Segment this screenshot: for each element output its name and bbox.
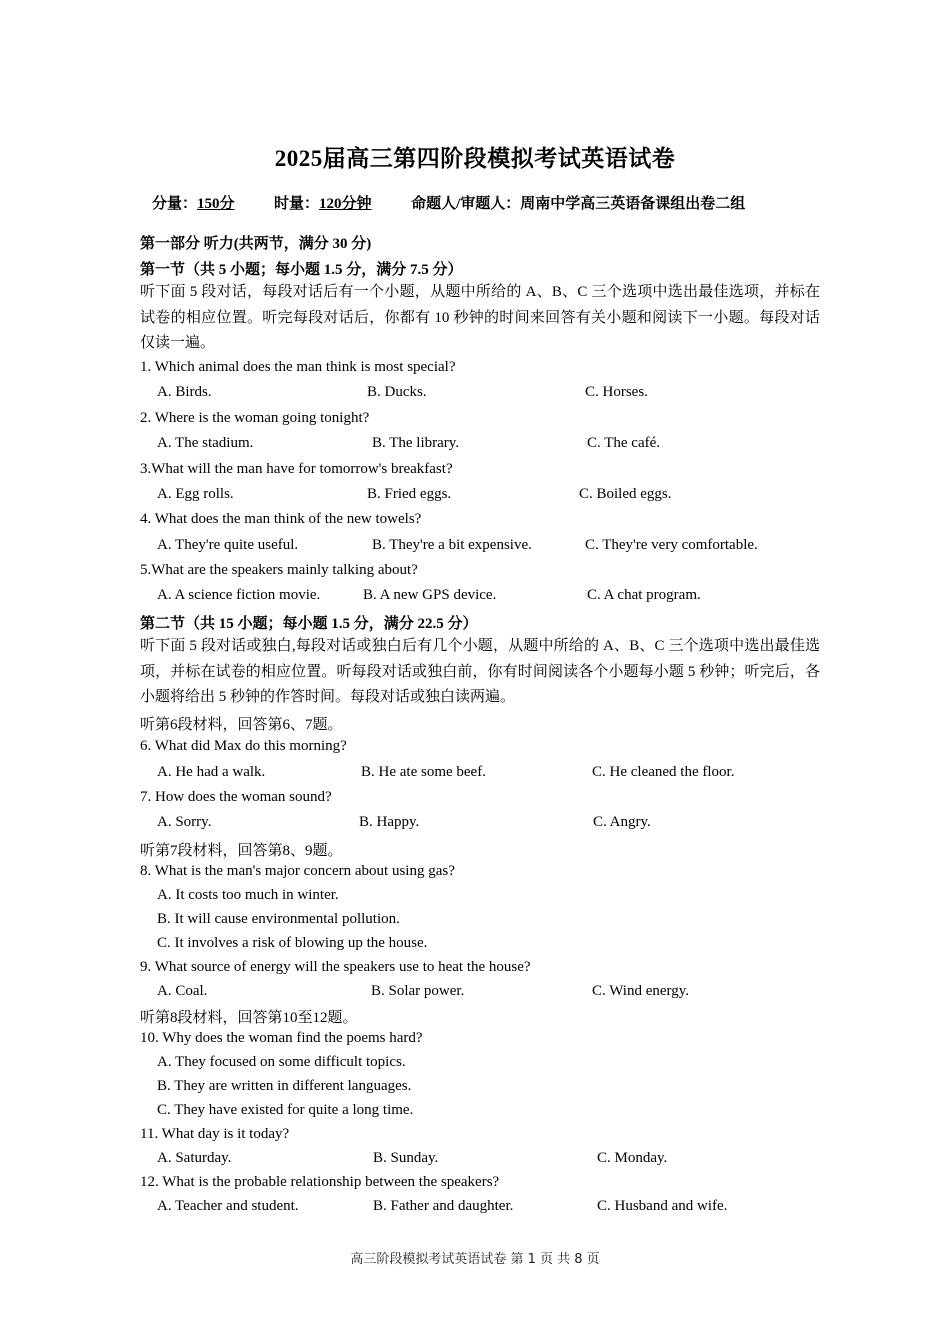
question-12: 12. What is the probable relationship between the speakers? [140, 1174, 500, 1190]
q1-option-c: C. Horses. [585, 384, 648, 400]
q9-option-c: C. Wind energy. [592, 983, 690, 999]
page-footer: 高三阶段模拟考试英语试卷 第 1 页 共 8 页 [350, 1252, 600, 1267]
question-5: 5.What are the speakers mainly talking about? [140, 562, 418, 578]
q4-option-a: A. They're quite useful. [157, 537, 299, 553]
q8-option-b: B. It will cause environmental pollution. [157, 911, 400, 927]
q2-option-a: A. The stadium. [157, 435, 254, 451]
q4-option-b: B. They're a bit expensive. [372, 537, 532, 553]
q8-option-a: A. It costs too much in winter. [157, 887, 339, 903]
q12-option-c: C. Husband and wife. [597, 1198, 728, 1214]
q5-option-c: C. A chat program. [587, 587, 701, 603]
exam-title: 2025届高三第四阶段模拟考试英语试卷 [274, 146, 676, 171]
question-10: 10. Why does the woman find the poems hard? [140, 1030, 423, 1046]
question-6: 6. What did Max do this morning? [140, 738, 347, 754]
q7-option-b: B. Happy. [359, 814, 420, 830]
q6-option-a: A. He had a walk. [157, 764, 266, 780]
q3-option-a: A. Egg rolls. [157, 486, 234, 502]
question-9: 9. What source of energy will the speakers use to heat the house? [140, 959, 531, 975]
question-8: 8. What is the man's major concern about using gas? [140, 863, 455, 879]
q8-option-c: C. It involves a risk of blowing up the house. [157, 935, 428, 951]
q9-option-a: A. Coal. [157, 983, 208, 999]
question-11: 11. What day is it today? [140, 1126, 290, 1142]
q9-option-b: B. Solar power. [371, 983, 465, 999]
q3-option-b: B. Fried eggs. [367, 486, 452, 502]
q12-option-b: B. Father and daughter. [373, 1198, 514, 1214]
q11-option-a: A. Saturday. [157, 1150, 232, 1166]
q6-option-b: B. He ate some beef. [361, 764, 486, 780]
q6-option-c: C. He cleaned the floor. [592, 764, 735, 780]
material-8-instruction: 听第8段材料，回答第10至12题。 [140, 1010, 358, 1026]
q3-option-c: C. Boiled eggs. [579, 486, 672, 502]
question-3: 3.What will the man have for tomorrow's breakfast? [140, 461, 453, 477]
question-1: 1. Which animal does the man think is most special? [140, 359, 456, 375]
material-6-instruction: 听第6段材料，回答第6、7题。 [140, 717, 343, 733]
q10-option-b: B. They are written in different languages. [157, 1078, 412, 1094]
question-2: 2. Where is the woman going tonight? [140, 410, 370, 426]
score-value: 150分 [197, 196, 235, 212]
q12-option-a: A. Teacher and student. [157, 1198, 299, 1214]
question-7: 7. How does the woman sound? [140, 789, 332, 805]
q10-option-a: A. They focused on some difficult topics. [157, 1054, 406, 1070]
section1-instructions: 听下面 5 段对话，每段对话后有一个小题，从题中所给的 A、B、C 三个选项中选出最佳选项，并标在试卷的相应位置。听完每段对话后，你都有 10 秒钟的时间来回答有关小题和阅读下一小题。每段对话仅读一遍。 [140, 284, 820, 351]
q5-option-b: B. A new GPS device. [363, 587, 497, 603]
time-value: 120分钟 [319, 196, 372, 212]
score-label: 分量： [152, 196, 198, 212]
q1-option-a: A. Birds. [157, 384, 212, 400]
author-label: 命题人/审题人：周南中学高三英语备课组出卷二组 [411, 196, 746, 212]
q11-option-b: B. Sunday. [373, 1150, 439, 1166]
q7-option-c: C. Angry. [593, 814, 651, 830]
q11-option-c: C. Monday. [597, 1150, 668, 1166]
q4-option-c: C. They're very comfortable. [585, 537, 758, 553]
q5-option-a: A. A science fiction movie. [157, 587, 321, 603]
section2-instructions: 听下面 5 段对话或独白,每段对话或独白后有几个小题，从题中所给的 A、B、C 三个选项中选出最佳选项，并标在试卷的相应位置。听每段对话或独白前，你有时间阅读各个小题每小题 5 秒钟；听完后，各小题将给出 5 秒钟的作答时间。每段对话或独白读两遍。 [140, 638, 820, 705]
time-label: 时量： [274, 196, 320, 212]
section1-heading: 第一节（共 5 小题；每小题 1.5 分，满分 7.5 分） [140, 262, 463, 278]
question-4: 4. What does the man think of the new towels? [140, 511, 422, 527]
q2-option-b: B. The library. [372, 435, 460, 451]
q2-option-c: C. The café. [587, 435, 661, 451]
section2-heading: 第二节（共 15 小题；每小题 1.5 分，满分 22.5 分） [140, 616, 478, 632]
exam-meta [152, 192, 745, 213]
q1-option-b: B. Ducks. [367, 384, 427, 400]
q7-option-a: A. Sorry. [157, 814, 212, 830]
part1-heading: 第一部分 听力(共两节，满分 30 分) [140, 236, 372, 252]
q10-option-c: C. They have existed for quite a long time. [157, 1102, 414, 1118]
material-7-instruction: 听第7段材料，回答第8、9题。 [140, 843, 343, 859]
